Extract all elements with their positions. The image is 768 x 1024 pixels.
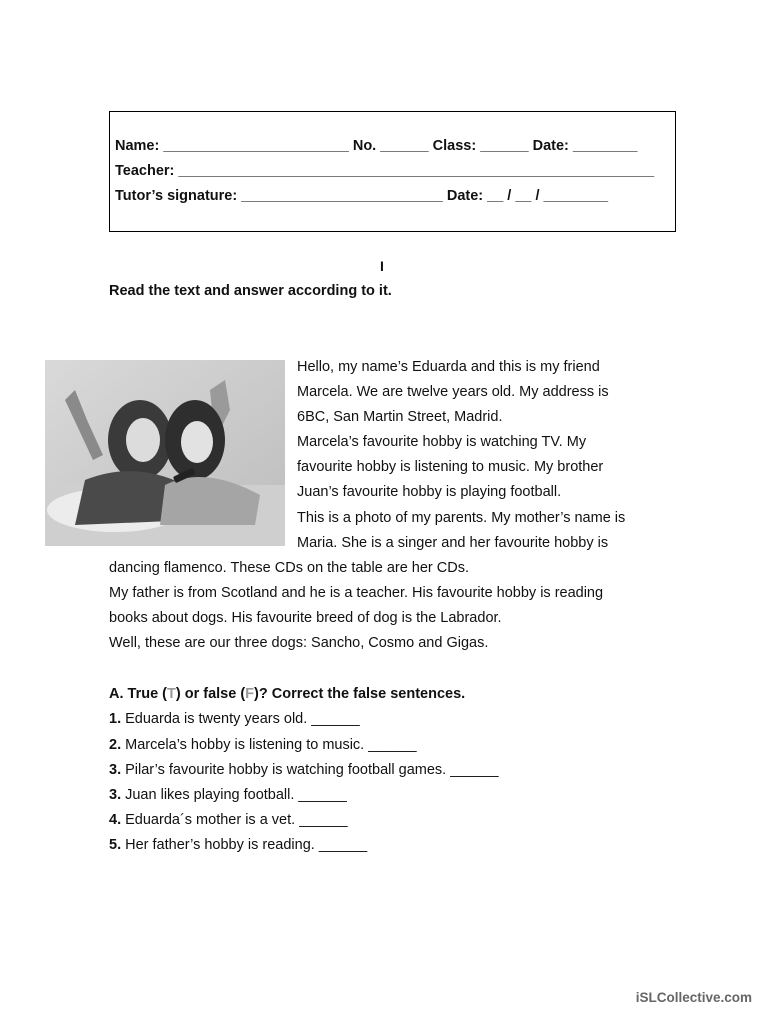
question-text: Juan likes playing football. ______ — [121, 787, 347, 803]
teacher-line: Teacher: ___________________________________________________________ — [115, 163, 655, 179]
question-text: Pilar’s favourite hobby is watching football games. ______ — [121, 762, 499, 778]
reading-line: 6BC, San Martin Street, Madrid. — [297, 409, 503, 425]
title-mid: ) or false ( — [175, 686, 246, 702]
reading-line: favourite hobby is listening to music. My brother — [297, 459, 604, 475]
question-item — [109, 761, 499, 779]
question-text: Her father’s hobby is reading. ______ — [121, 837, 368, 853]
false-letter: F — [245, 686, 255, 702]
watermark: iSLCollective.com — [635, 990, 752, 1005]
reading-line: Maria. She is a singer and her favourite hobby is — [297, 535, 609, 551]
reading-line: This is a photo of my parents. My mother’s name is — [297, 510, 626, 526]
question-number: 3. — [109, 787, 122, 803]
reading-line: Marcela. We are twelve years old. My address is — [297, 384, 609, 400]
two-girls-photo — [45, 360, 285, 546]
title-suffix: )? Correct the false sentences. — [254, 686, 466, 702]
reading-line: Hello, my name’s Eduarda and this is my friend — [297, 359, 600, 375]
question-item — [109, 786, 347, 804]
question-number: 5. — [109, 837, 122, 853]
title-prefix: A. True ( — [109, 686, 168, 702]
question-number: 4. — [109, 812, 122, 828]
reading-line: Well, these are our three dogs: Sancho, Cosmo and Gigas. — [109, 635, 489, 651]
question-item — [109, 710, 360, 728]
name-line: Name: _______________________ No. ______ Class: ______ Date: ________ — [115, 138, 638, 154]
question-text: Eduarda is twenty years old. ______ — [121, 711, 360, 727]
question-item — [109, 836, 367, 854]
question-number: 2. — [109, 737, 122, 753]
reading-line: Marcela’s favourite hobby is watching TV. My — [297, 434, 587, 450]
question-number: 1. — [109, 711, 122, 727]
question-text: Marcela’s hobby is listening to music. ______ — [121, 737, 417, 753]
reading-line: dancing flamenco. These CDs on the table are her CDs. — [109, 560, 470, 576]
signature-line: Tutor’s signature: _________________________ Date: __ / __ / ________ — [115, 188, 609, 204]
question-item — [109, 811, 348, 829]
section-number: I — [380, 258, 384, 274]
question-number: 3. — [109, 762, 122, 778]
exercise-a-title — [109, 686, 465, 702]
student-info-box — [109, 111, 676, 232]
question-item — [109, 736, 417, 754]
instruction: Read the text and answer according to it. — [109, 283, 392, 299]
reading-line: books about dogs. His favourite breed of dog is the Labrador. — [109, 610, 502, 626]
true-letter: T — [167, 686, 176, 702]
reading-line: My father is from Scotland and he is a teacher. His favourite hobby is reading — [109, 585, 604, 601]
reading-line: Juan’s favourite hobby is playing football. — [297, 484, 562, 500]
question-text: Eduarda´s mother is a vet. ______ — [121, 812, 348, 828]
